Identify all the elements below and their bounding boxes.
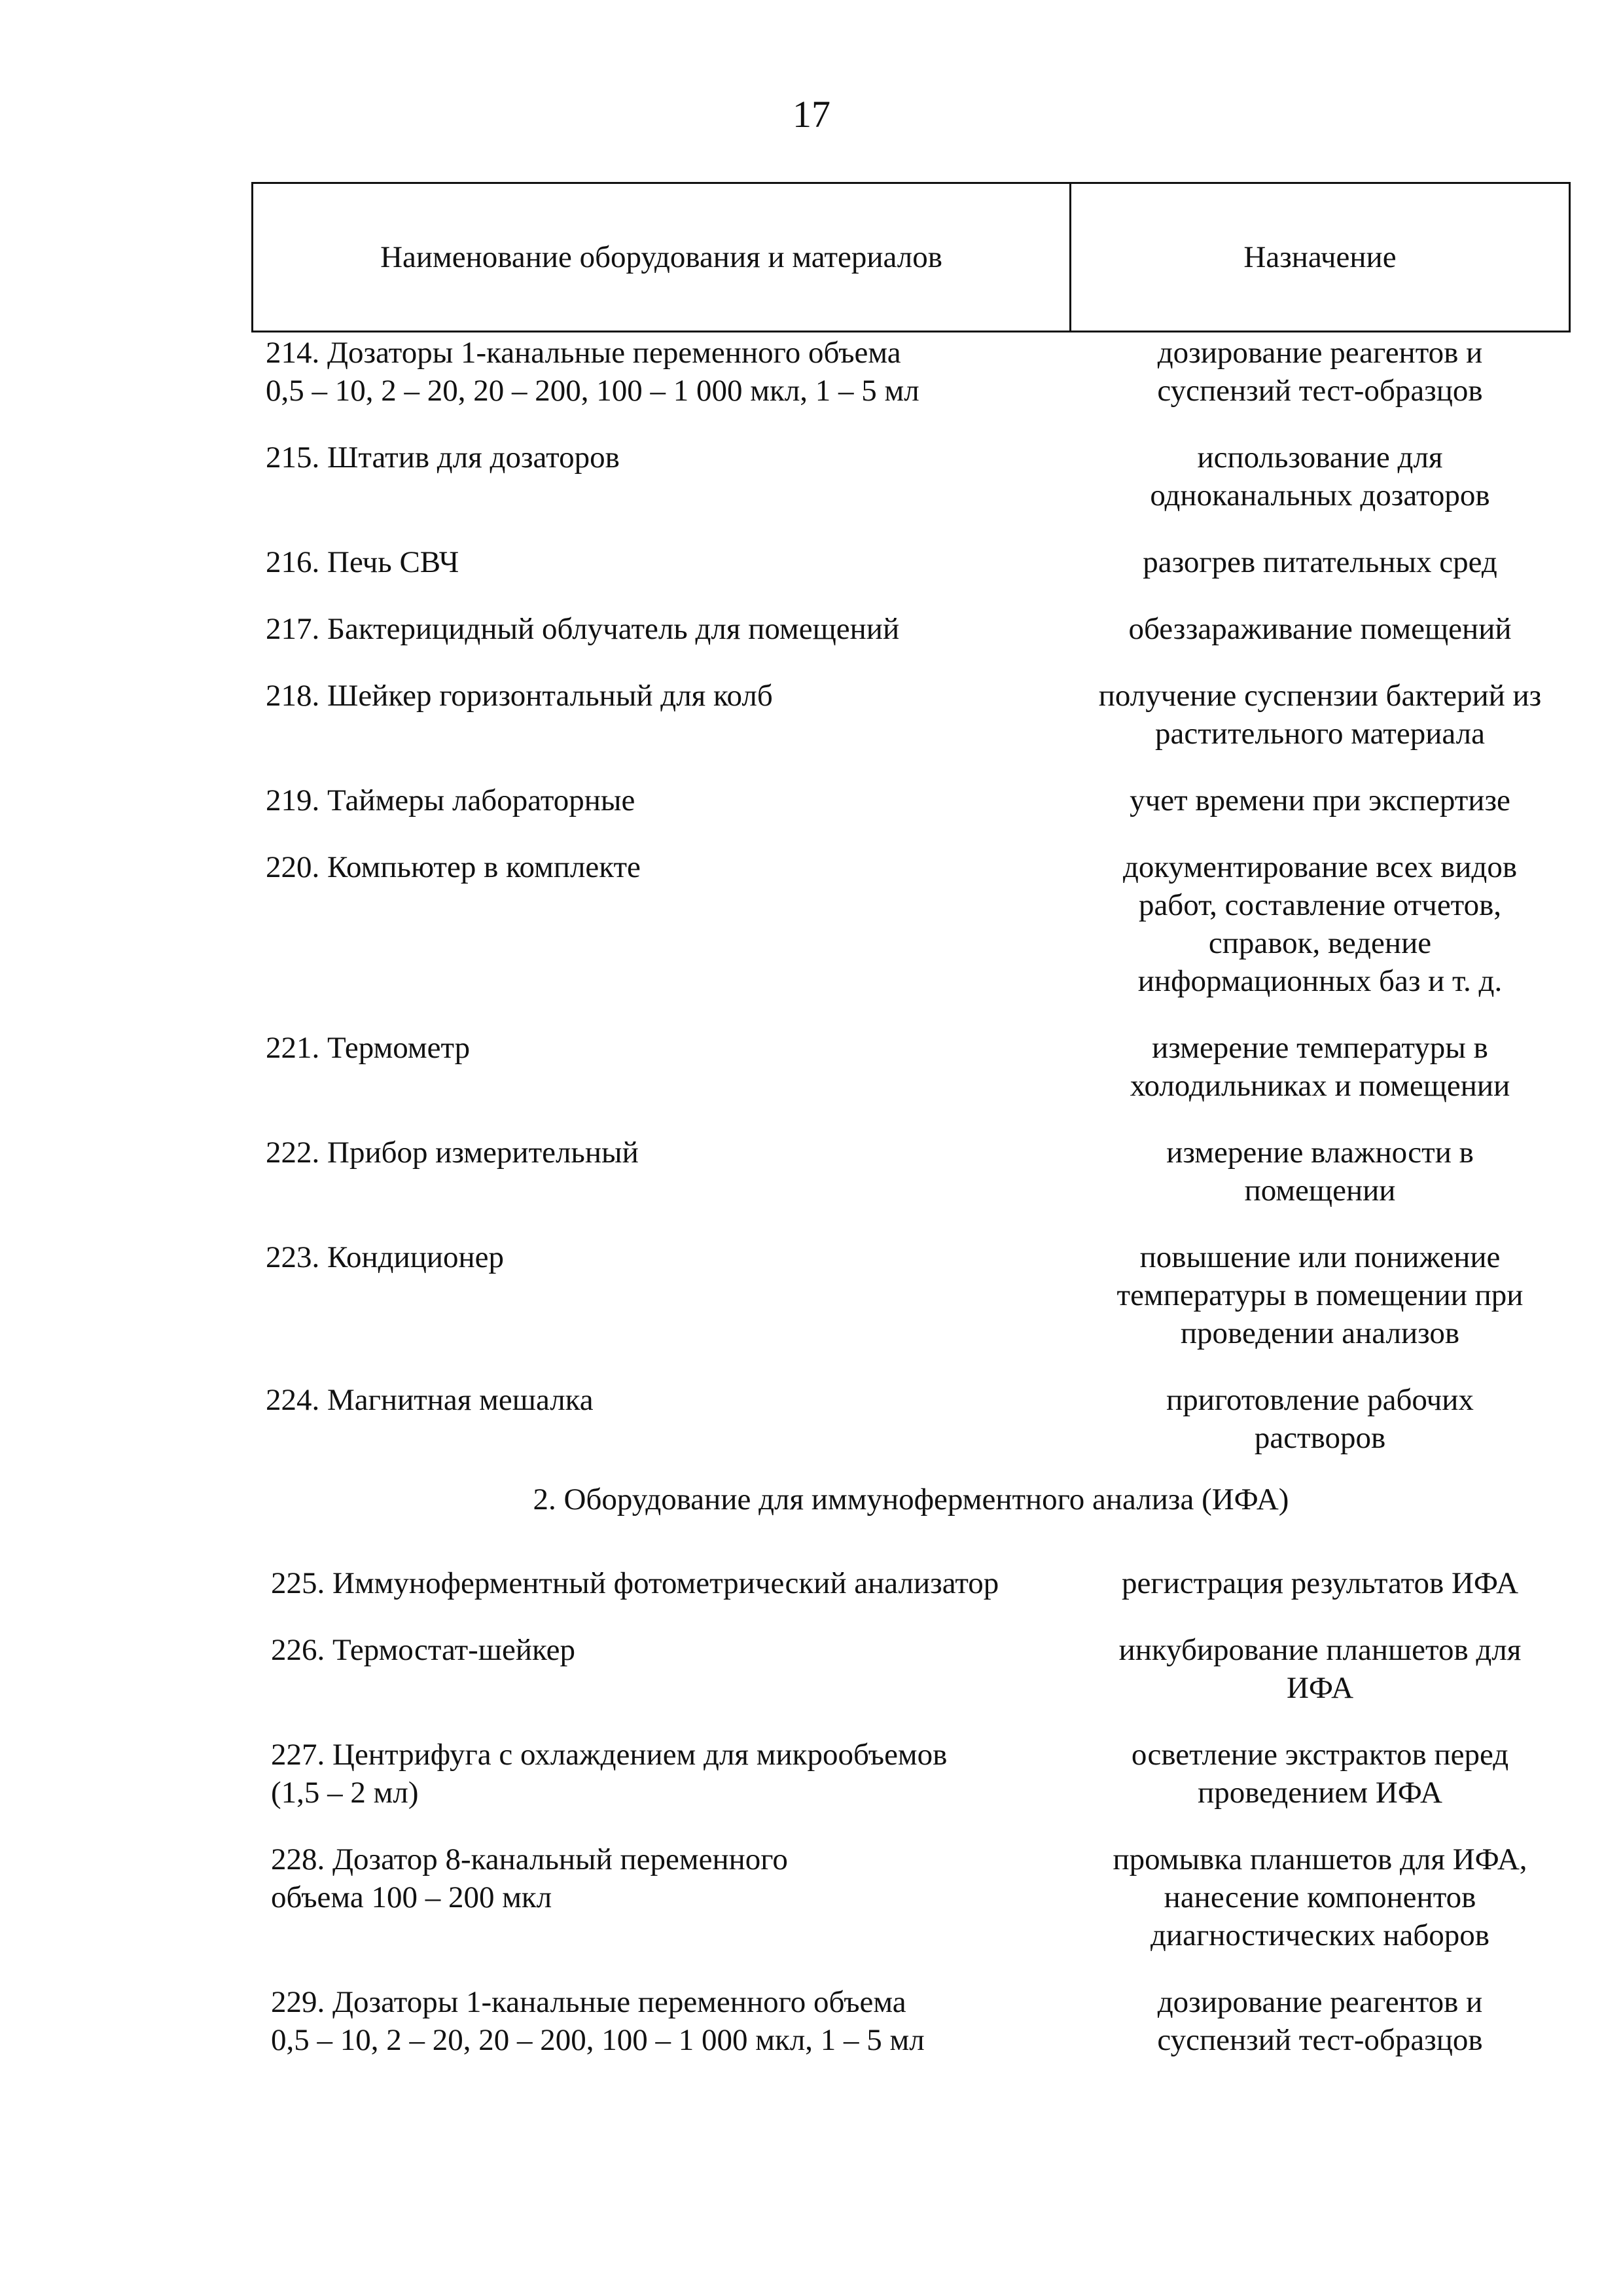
equipment-purpose: повышение или понижение температуры в помещении при проведении анализов [1116, 1240, 1524, 1350]
equipment-name: 224. Магнитная мешалка [266, 1383, 594, 1417]
equipment-purpose: осветление экстрактов перед проведением ИФА [1131, 1738, 1509, 1810]
equipment-name: 227. Центрифуга с охлаждением для микрообъемов (1,5 – 2 мл) [271, 1738, 948, 1810]
equipment-name: 222. Прибор измерительный [266, 1136, 639, 1170]
equipment-purpose: приготовление рабочих растворов [1166, 1383, 1474, 1455]
table-row [251, 1029, 1571, 1105]
equipment-name: 225. Иммуноферментный фотометрический анализатор [271, 1566, 999, 1600]
page-number: 17 [793, 93, 830, 135]
equipment-purpose: документирование всех видов работ, составление отчетов, справок, ведение информационных баз и т. д. [1122, 850, 1518, 998]
column-header-purpose: Назначение [1243, 240, 1397, 274]
table-row [251, 439, 1571, 514]
table-header [251, 182, 1571, 332]
table-row [251, 1983, 1571, 2059]
equipment-purpose: дозирование реагентов и суспензий тест-образцов [1157, 1985, 1483, 2057]
equipment-purpose: обеззараживание помещений [1128, 612, 1512, 646]
table-row [251, 1564, 1571, 1602]
equipment-name: 219. Таймеры лабораторные [266, 783, 635, 817]
equipment-name: 214. Дозаторы 1-канальные переменного объема 0,5 – 10, 2 – 20, 20 – 200, 100 – 1 000 мкл, 1 – 5 мл [266, 336, 919, 408]
table-row [251, 1631, 1571, 1707]
equipment-name: 215. Штатив для дозаторов [266, 440, 620, 475]
table-row [251, 1134, 1571, 1210]
equipment-name: 228. Дозатор 8-канальный переменного объема 100 – 200 мкл [271, 1842, 788, 1914]
table-row [251, 1381, 1571, 1457]
table-row [251, 610, 1571, 648]
table-row [251, 543, 1571, 581]
table-row [251, 677, 1571, 753]
section-title: 2. Оборудование для иммуноферментного анализа (ИФА) [533, 1482, 1289, 1516]
equipment-purpose: получение суспензии бактерий из растительного материала [1098, 679, 1542, 751]
equipment-purpose: разогрев питательных сред [1143, 545, 1497, 579]
equipment-purpose: измерение температуры в холодильниках и помещении [1130, 1031, 1510, 1103]
equipment-purpose: использование для одноканальных дозаторов [1150, 440, 1490, 512]
equipment-table-body [251, 334, 1571, 2059]
equipment-name: 229. Дозаторы 1-канальные переменного объема 0,5 – 10, 2 – 20, 20 – 200, 100 – 1 000 мкл, 1 – 5 мл [271, 1985, 925, 2057]
equipment-name: 217. Бактерицидный облучатель для помещений [266, 612, 900, 646]
equipment-name: 221. Термометр [266, 1031, 471, 1065]
table-row [251, 781, 1571, 819]
column-header-name: Наименование оборудования и материалов [253, 184, 1071, 331]
equipment-name: 226. Термостат-шейкер [271, 1633, 576, 1667]
equipment-name: 218. Шейкер горизонтальный для колб [266, 679, 773, 713]
equipment-name: 216. Печь СВЧ [266, 545, 459, 579]
equipment-name: 220. Компьютер в комплекте [266, 850, 641, 884]
table-row [251, 1736, 1571, 1812]
table-row [251, 1840, 1571, 1954]
equipment-purpose: дозирование реагентов и суспензий тест-образцов [1157, 336, 1483, 408]
equipment-name: 223. Кондиционер [266, 1240, 505, 1274]
table-row [251, 334, 1571, 410]
equipment-purpose: учет времени при экспертизе [1130, 783, 1510, 817]
equipment-purpose: измерение влажности в помещении [1166, 1136, 1474, 1208]
equipment-purpose: регистрация результатов ИФА [1121, 1566, 1519, 1600]
table-row [251, 1238, 1571, 1352]
table-row [251, 848, 1571, 1000]
equipment-purpose: промывка планшетов для ИФА, нанесение компонентов диагностических наборов [1113, 1842, 1527, 1952]
equipment-purpose: инкубирование планшетов для ИФА [1118, 1633, 1522, 1705]
